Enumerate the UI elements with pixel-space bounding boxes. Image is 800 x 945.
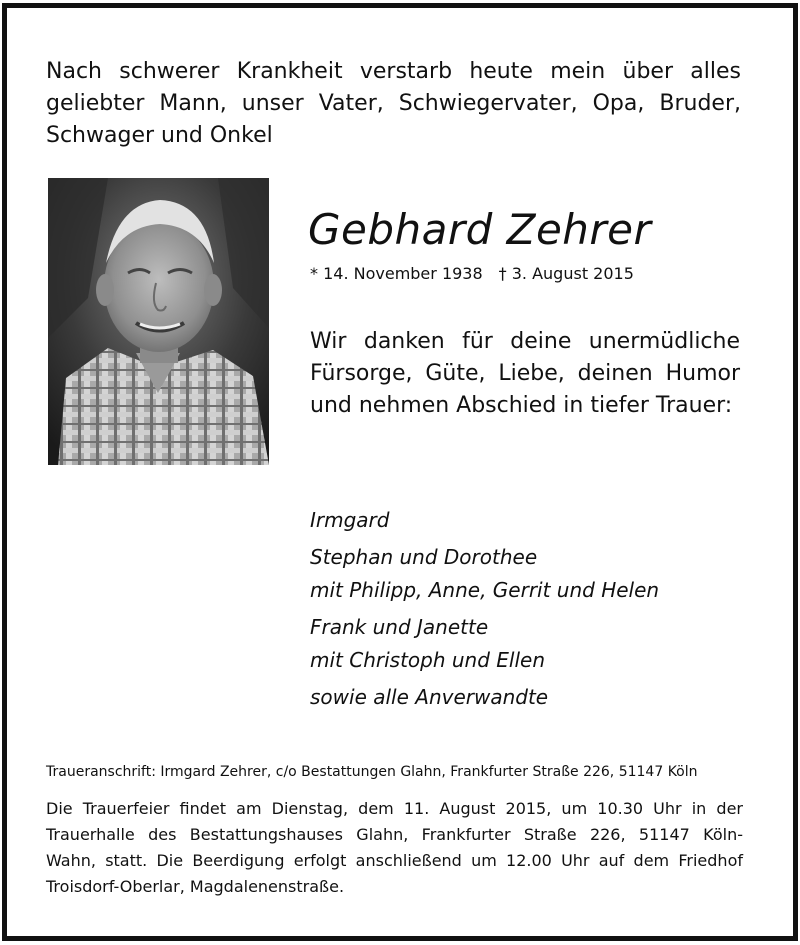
- birth-date: * 14. November 1938: [310, 264, 483, 283]
- thanks-line: und nehmen Abschied in tiefer Trauer:: [310, 393, 733, 418]
- mourning-address: Traueranschrift: Irmgard Zehrer, c/o Bestattungen Glahn, Frankfurter Straße 226, 51147 Köln: [46, 764, 698, 780]
- life-dates: [310, 264, 634, 283]
- thanks-line: Fürsorge, Güte, Liebe, deinen Humor: [310, 361, 740, 386]
- intro-text: [46, 56, 741, 152]
- ceremony-line: Troisdorf-Oberlar, Magdalenenstraße.: [46, 877, 345, 896]
- thanks-text: [310, 326, 740, 422]
- deceased-name: Gebhard Zehrer: [308, 205, 652, 254]
- mourners-list: [310, 504, 740, 714]
- mourner-entry: Irmgard: [310, 508, 390, 532]
- mourner-entry: sowie alle Anverwandte: [310, 685, 549, 709]
- ceremony-text: [46, 796, 743, 900]
- intro-line: geliebter Mann, unser Vater, Schwiegervater, Opa, Bruder,: [46, 91, 741, 116]
- mourner-entry: mit Christoph und Ellen: [310, 648, 546, 672]
- intro-line: Schwager und Onkel: [46, 123, 273, 148]
- mourner-entry: mit Philipp, Anne, Gerrit und Helen: [310, 578, 660, 602]
- ceremony-line: Trauerhalle des Bestattungshauses Glahn, Frankfurter Straße 226, 51147 Köln-: [46, 825, 743, 844]
- intro-line: Nach schwerer Krankheit verstarb heute mein über alles: [46, 59, 741, 84]
- ceremony-line: Wahn, statt. Die Beerdigung erfolgt anschließend um 12.00 Uhr auf dem Friedhof: [46, 851, 743, 870]
- mourner-entry: Frank und Janette: [310, 615, 489, 639]
- death-date: † 3. August 2015: [498, 264, 634, 283]
- portrait-photo: [48, 178, 269, 465]
- portrait-image: [48, 178, 269, 465]
- thanks-line: Wir danken für deine unermüdliche: [310, 329, 740, 354]
- ceremony-line: Die Trauerfeier findet am Dienstag, dem 11. August 2015, um 10.30 Uhr in der: [46, 799, 743, 818]
- mourner-entry: Stephan und Dorothee: [310, 545, 538, 569]
